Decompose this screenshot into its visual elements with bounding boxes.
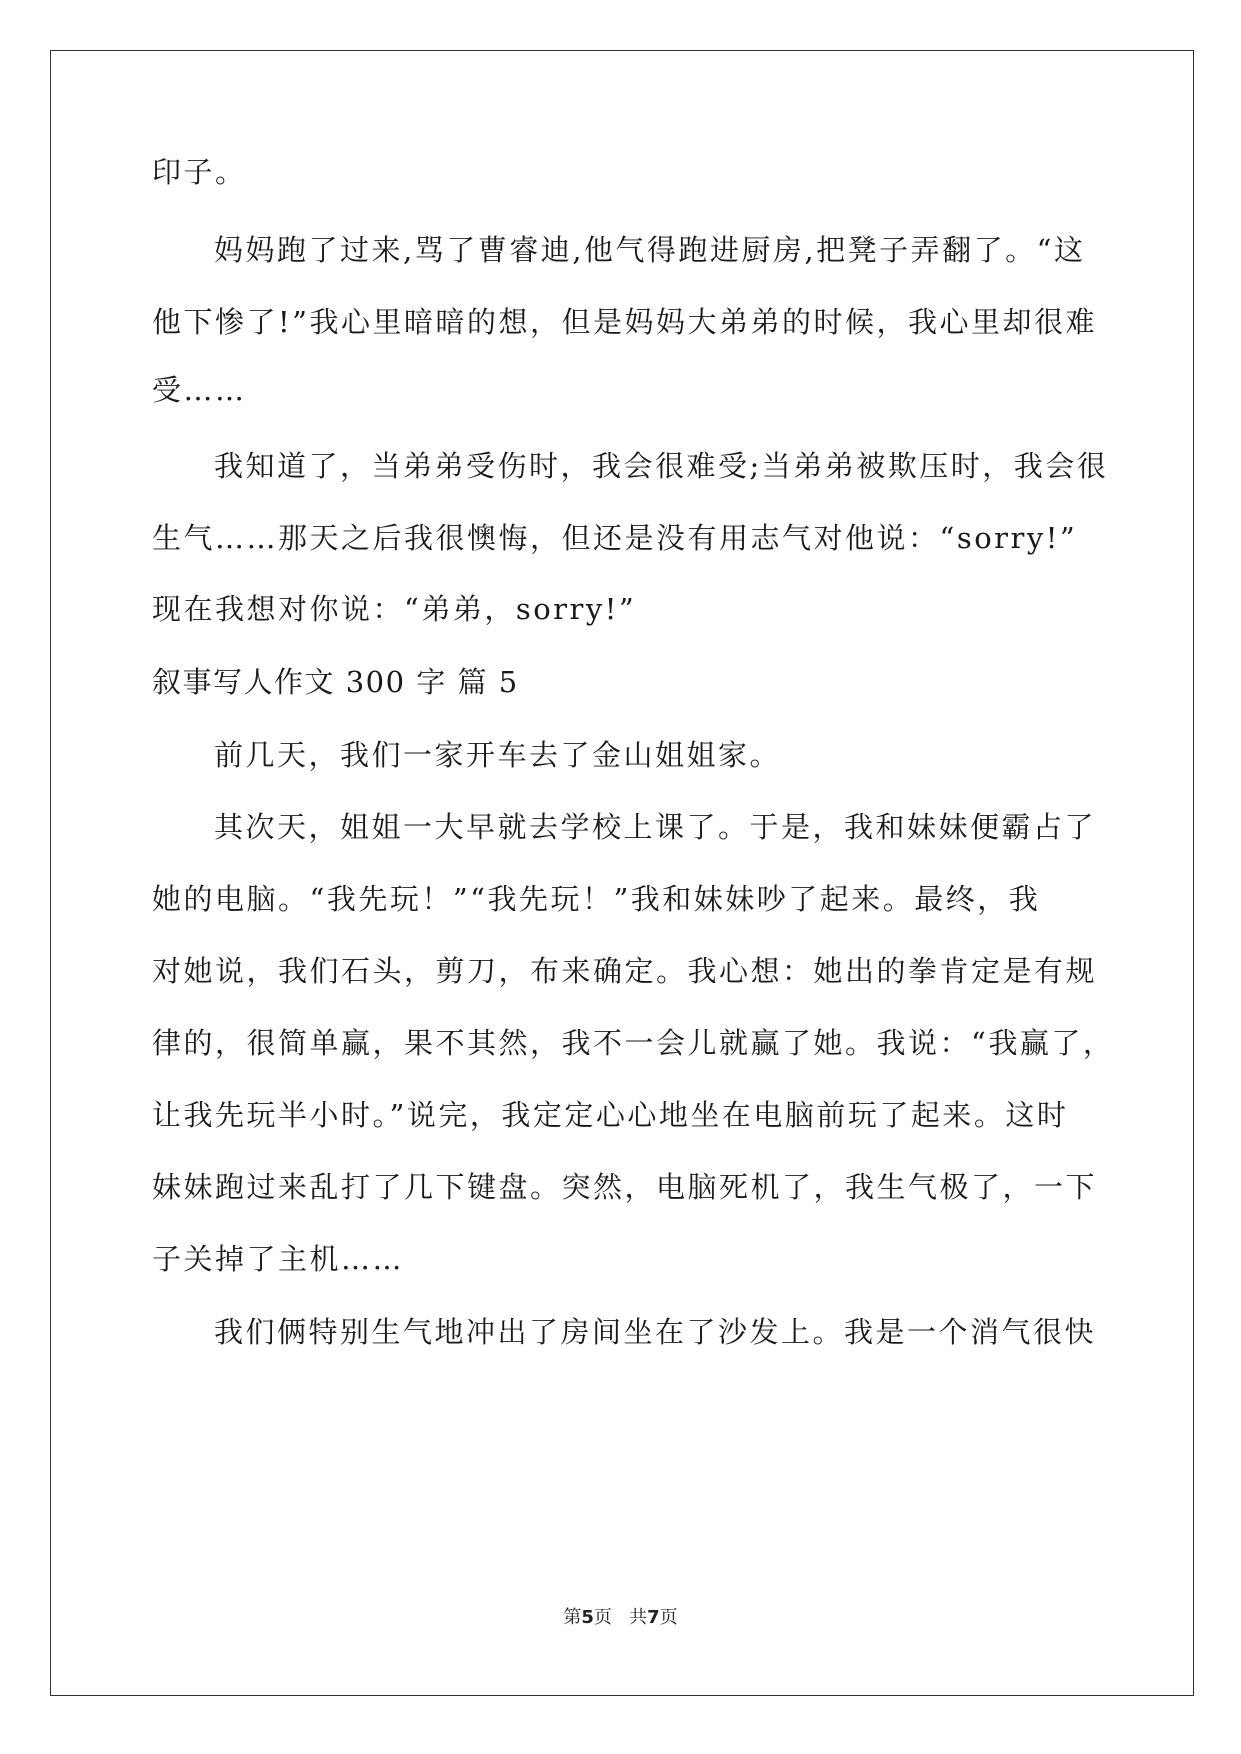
text-line: 妹妹跑过来乱打了几下键盘。突然，电脑死机了，我生气极了，一下 — [152, 1170, 1098, 1204]
page-mid: 页 共 — [593, 1607, 648, 1628]
page-border — [50, 50, 1194, 1696]
paragraph-line: 我知道了，当弟弟受伤时，我会很难受;当弟弟被欺压时，我会很 — [214, 449, 1109, 483]
page-prefix: 第 — [563, 1607, 582, 1628]
text-line: 印子。 — [152, 155, 247, 189]
text-line: 受…… — [152, 373, 247, 407]
text-line: 她的电脑。“我先玩！”“我先玩！”我和妹妹吵了起来。最终，我 — [152, 882, 1041, 916]
text-line: 生气……那天之后我很懊悔，但还是没有用志气对他说：“sorry!” — [152, 521, 1078, 555]
text-line: 子关掉了主机…… — [152, 1242, 405, 1276]
section-heading: 叙事写人作文 300 字 篇 5 — [152, 665, 519, 699]
paragraph-line: 我们俩特别生气地冲出了房间坐在了沙发上。我是一个消气很快 — [214, 1315, 1097, 1349]
paragraph-line: 其次天，姐姐一大早就去学校上课了。于是，我和妹妹便霸占了 — [214, 810, 1097, 844]
current-page-number: 5 — [581, 1607, 594, 1628]
text-line: 律的，很简单赢，果不其然，我不一会儿就赢了她。我说：“我赢了， — [152, 1026, 1115, 1060]
text-line: 让我先玩半小时。”说完，我定定心心地坐在电脑前玩了起来。这时 — [152, 1098, 1069, 1132]
paragraph-line: 前几天，我们一家开车去了金山姐姐家。 — [214, 738, 782, 772]
page-footer — [0, 1606, 1241, 1630]
page-suffix: 页 — [659, 1607, 678, 1628]
paragraph-line: 妈妈跑了过来,骂了曹睿迪,他气得跑进厨房,把凳子弄翻了。“这 — [214, 233, 1086, 267]
text-line: 他下惨了!”我心里暗暗的想，但是妈妈大弟弟的时候，我心里却很难 — [152, 305, 1097, 339]
total-page-number: 7 — [647, 1607, 660, 1628]
text-line: 现在我想对你说：“弟弟，sorry!” — [152, 592, 637, 626]
text-line: 对她说，我们石头，剪刀，布来确定。我心想：她出的拳肯定是有规 — [152, 954, 1098, 988]
